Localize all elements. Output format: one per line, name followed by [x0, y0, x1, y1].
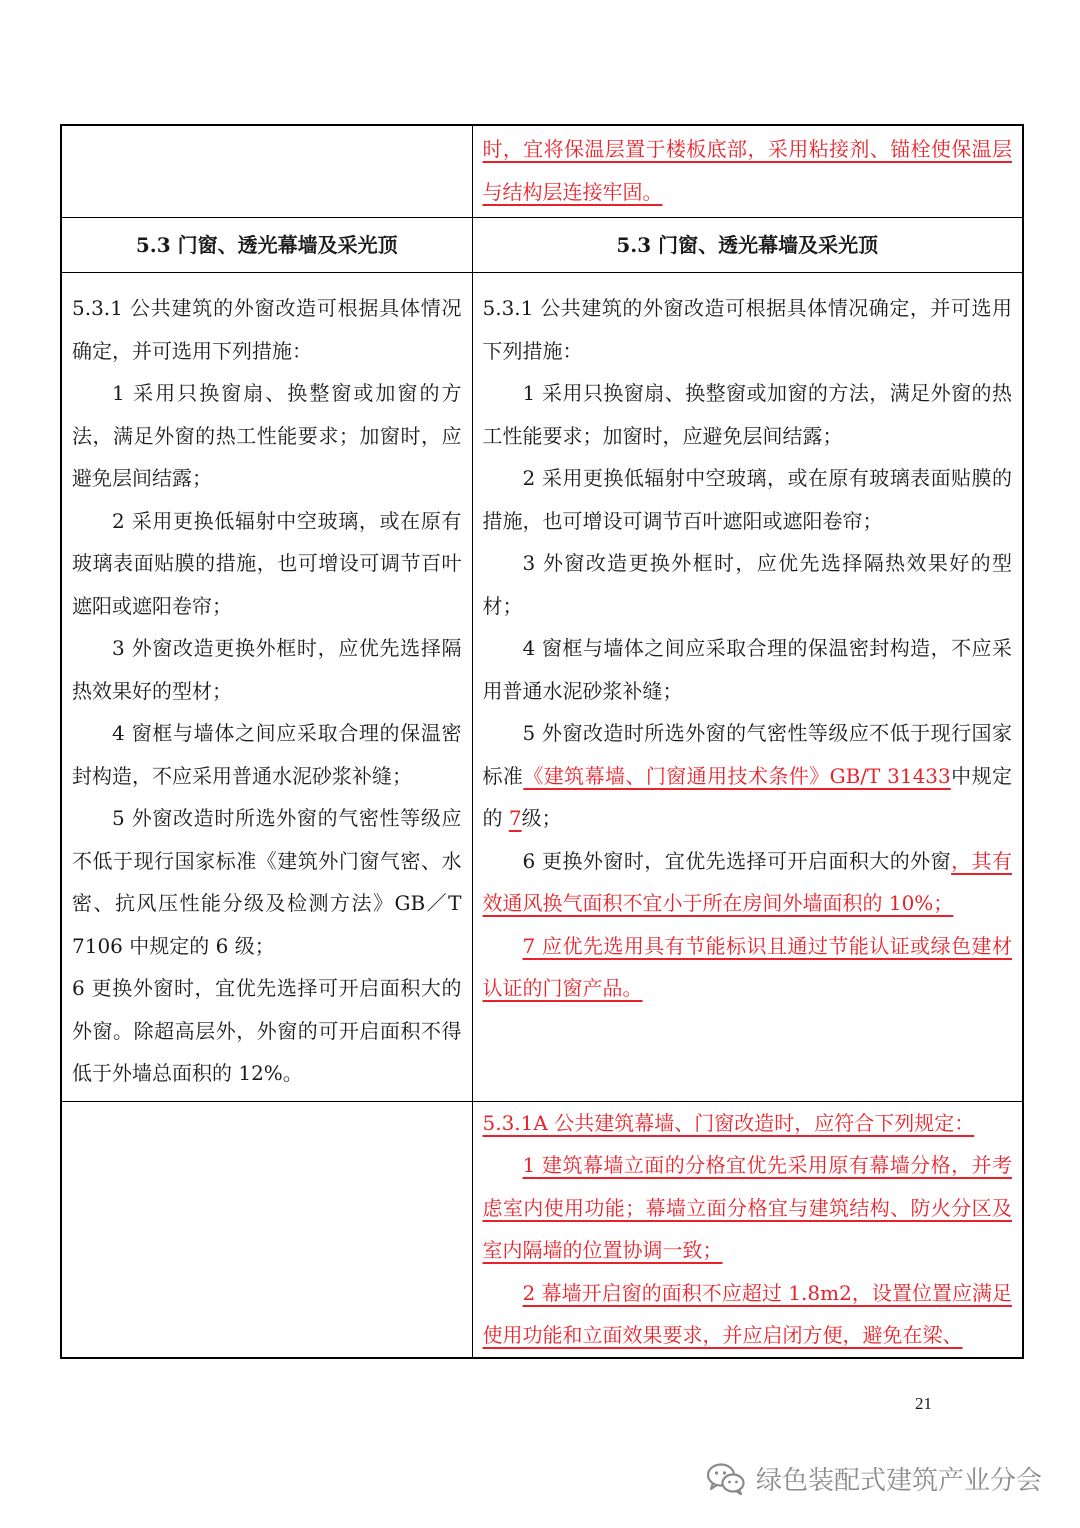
clause-item-7: [483, 925, 1013, 1010]
clause-text: 5.3.1 公共建筑的外窗改造可根据具体情况确定，并可选用下列措施：: [72, 296, 462, 363]
clause-text: 级；: [521, 806, 562, 830]
table-row-main: [61, 273, 1023, 1102]
clause-item: 3 外窗改造更换外框时，应优先选择隔热效果好的型材；: [482, 551, 1012, 618]
clause-text: 5.3.1 公共建筑的外窗改造可根据具体情况确定，并可选用下列措施：: [482, 296, 1012, 363]
clause-item: 6 更换外窗时，宜优先选择可开启面积大的外窗。除超高层外，外窗的可开启面积不得低于外墙总面积的 12%。: [72, 976, 462, 1085]
revision-text: 时，宜将保温层置于楼板底部，采用粘接剂、锚栓使保温层与结构层连接牢固。: [482, 137, 1012, 204]
revision-text: ，其有效通风换气面积不宜小于所在房间外墙面积的 10%；: [482, 848, 1012, 915]
revision-text: 1 建筑幕墙立面的分格宜优先采用原有幕墙分格，并考虑室内使用功能；幕墙立面分格宜与建筑结构、防火分区及室内隔墙的位置协调一致；: [482, 1153, 1012, 1262]
clause-item-6: [483, 840, 1013, 925]
wechat-icon: [706, 1462, 746, 1496]
clause-text: 5 外窗改造时所选外窗的气密性等级应不低于现行国家标准: [482, 721, 1012, 788]
header-right: 5.3 门窗、透光幕墙及采光顶: [472, 218, 1023, 273]
clause-item: 4 窗框与墙体之间应采取合理的保温密封构造，不应采用普通水泥砂浆补缝；: [72, 721, 462, 788]
table-row-added: [61, 1101, 1023, 1358]
header-left: 5.3 门窗、透光幕墙及采光顶: [61, 218, 472, 273]
cell-left-original: [61, 273, 472, 1102]
clause-item: 1 采用只换窗扇、换整窗或加窗的方法，满足外窗的热工性能要求；加窗时，应避免层间结露；: [72, 381, 462, 490]
clause-item: 2 采用更换低辐射中空玻璃，或在原有玻璃表面贴膜的措施，也可增设可调节百叶遮阳或遮阳卷帘；: [482, 466, 1012, 533]
cell-left-empty: [61, 125, 472, 218]
comparison-table: [60, 124, 1024, 1359]
cell-right-added: [472, 1101, 1023, 1358]
clause-item: 2 采用更换低辐射中空玻璃，或在原有玻璃表面贴膜的措施，也可增设可调节百叶遮阳或遮阳卷帘；: [72, 508, 462, 618]
page-number: 21: [915, 1394, 932, 1413]
revision-text: 《建筑幕墙、门窗通用技术条件》GB/T 31433: [523, 763, 951, 788]
clause-item: 5 外窗改造时所选外窗的气密性等级应不低于现行国家标准《建筑外门窗气密、水密、抗风压性能分级及检测方法》GB／T 7106 中规定的 6 级；: [72, 806, 462, 958]
cell-right-revised: [472, 273, 1023, 1102]
clause-item: 1 采用只换窗扇、换整窗或加窗的方法，满足外窗的热工性能要求；加窗时，应避免层间结露；: [482, 381, 1012, 448]
cell-right-continuation: [472, 125, 1023, 218]
clause-item: 3 外窗改造更换外框时，应优先选择隔热效果好的型材；: [72, 636, 462, 703]
revision-text: 7 应优先选用具有节能标识且通过节能认证或绿色建材认证的门窗产品。: [482, 933, 1012, 1000]
watermark: [706, 1460, 1042, 1497]
table-row-continuation: [61, 125, 1023, 218]
clause-text: 中规定的: [482, 763, 1013, 830]
watermark-text: 绿色装配式建筑产业分会: [756, 1466, 1043, 1496]
revision-text: 2 幕墙开启窗的面积不应超过 1.8m2，设置位置应满足使用功能和立面效果要求，并应启闭方便，避免在梁、: [482, 1280, 1012, 1347]
table-header-row: [61, 218, 1023, 273]
cell-left-empty: [61, 1101, 472, 1358]
revision-number: 7: [508, 806, 522, 830]
clause-text: 6 更换外窗时，宜优先选择可开启面积大的外窗: [522, 848, 952, 873]
clause-item-5: [483, 712, 1013, 840]
revision-text: 5.3.1A 公共建筑幕墙、门窗改造时，应符合下列规定：: [482, 1110, 975, 1135]
clause-item: 4 窗框与墙体之间应采取合理的保温密封构造，不应采用普通水泥砂浆补缝；: [482, 636, 1012, 703]
